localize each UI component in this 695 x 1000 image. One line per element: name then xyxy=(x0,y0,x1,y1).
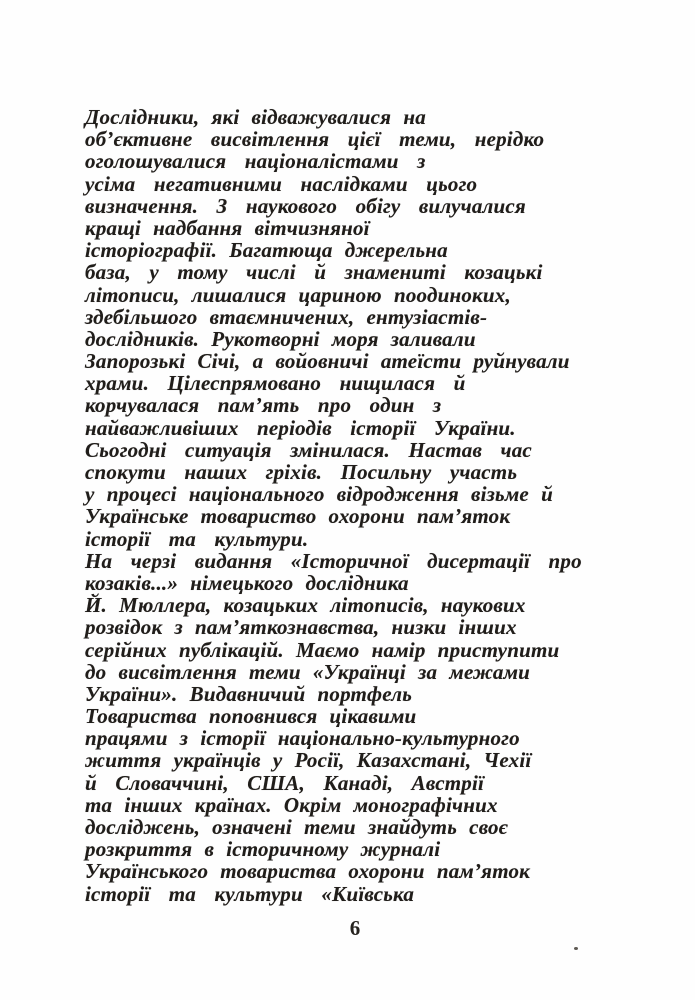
text-line: корчувалася пам’ять про один з xyxy=(85,393,442,418)
text-line: усіма негативними наслідками цього xyxy=(85,171,478,196)
body-text xyxy=(85,106,645,905)
text-line: літописи, лишалися цариною поодиноких, xyxy=(85,282,511,307)
text-line: досліджень, означені теми знайдуть своє xyxy=(85,815,508,839)
text-line: Українське товариство охорони пам’яток xyxy=(85,504,511,529)
text-line: серійних публікацій. Маємо намір приступити xyxy=(85,637,560,662)
text-line: до висвітлення теми «Українці за межами xyxy=(85,659,531,684)
text-line: оголошувалися націоналістами з xyxy=(85,149,426,174)
text-line: історії та культури. xyxy=(85,526,309,551)
text-line: України». Видавничий портфель xyxy=(85,681,413,706)
text-line: у процесі національного відродження візьме й xyxy=(85,482,553,507)
text-line: розвідок з пам’яткознавства, низки інших xyxy=(85,615,517,640)
text-line: Дослідники, які відважувалися на xyxy=(85,105,426,129)
text-line: розкриття в історичному журналі xyxy=(85,837,441,862)
ink-speck xyxy=(574,947,578,950)
text-line: найважливіших періодів історії України. xyxy=(85,415,516,440)
text-line: На черзі видання «Історичної дисертації про xyxy=(85,548,582,573)
text-line: Й. Мюллера, козацьких літописів, наукових xyxy=(85,593,526,618)
text-line: здебільшого втаємничених, ентузіастів- xyxy=(85,304,488,329)
text-line: козаків...» німецького дослідника xyxy=(85,570,409,595)
text-line: база, у тому числі й знамениті козацькі xyxy=(85,260,543,285)
text-line: спокути наших гріхів. Посильну участь xyxy=(85,460,518,484)
text-line: Сьогодні ситуація змінилася. Настав час xyxy=(85,437,532,462)
text-line: Українського товариства охорони пам’яток xyxy=(85,859,530,884)
text-line: Запорозькі Січі, а войовничі атеїсти руйнували xyxy=(85,349,570,374)
text-line: історіографії. Багатюща джерельна xyxy=(85,238,448,263)
text-line: й Словаччині, США, Канаді, Австрії xyxy=(85,770,485,795)
text-line: життя українців у Росії, Казахстані, Чехії xyxy=(85,748,532,773)
text-line: історії та культури «Київська xyxy=(85,881,415,906)
text-line: та інших країнах. Окрім монографічних xyxy=(85,792,498,817)
text-line: дослідників. Рукотворні моря заливали xyxy=(85,326,476,351)
text-line: об’єктивне висвітлення цієї теми, нерідко xyxy=(85,127,545,152)
text-line: працями з історії національно-культурного xyxy=(85,726,520,751)
page-number: 6 xyxy=(349,916,361,940)
text-line: визначення. З наукового обігу вилучалися xyxy=(85,193,526,218)
text-line: Товариства поповнився цікавими xyxy=(85,704,417,729)
text-line: кращі надбання вітчизняної xyxy=(85,215,370,240)
text-line: храми. Цілеспрямовано нищилася й xyxy=(85,371,466,396)
